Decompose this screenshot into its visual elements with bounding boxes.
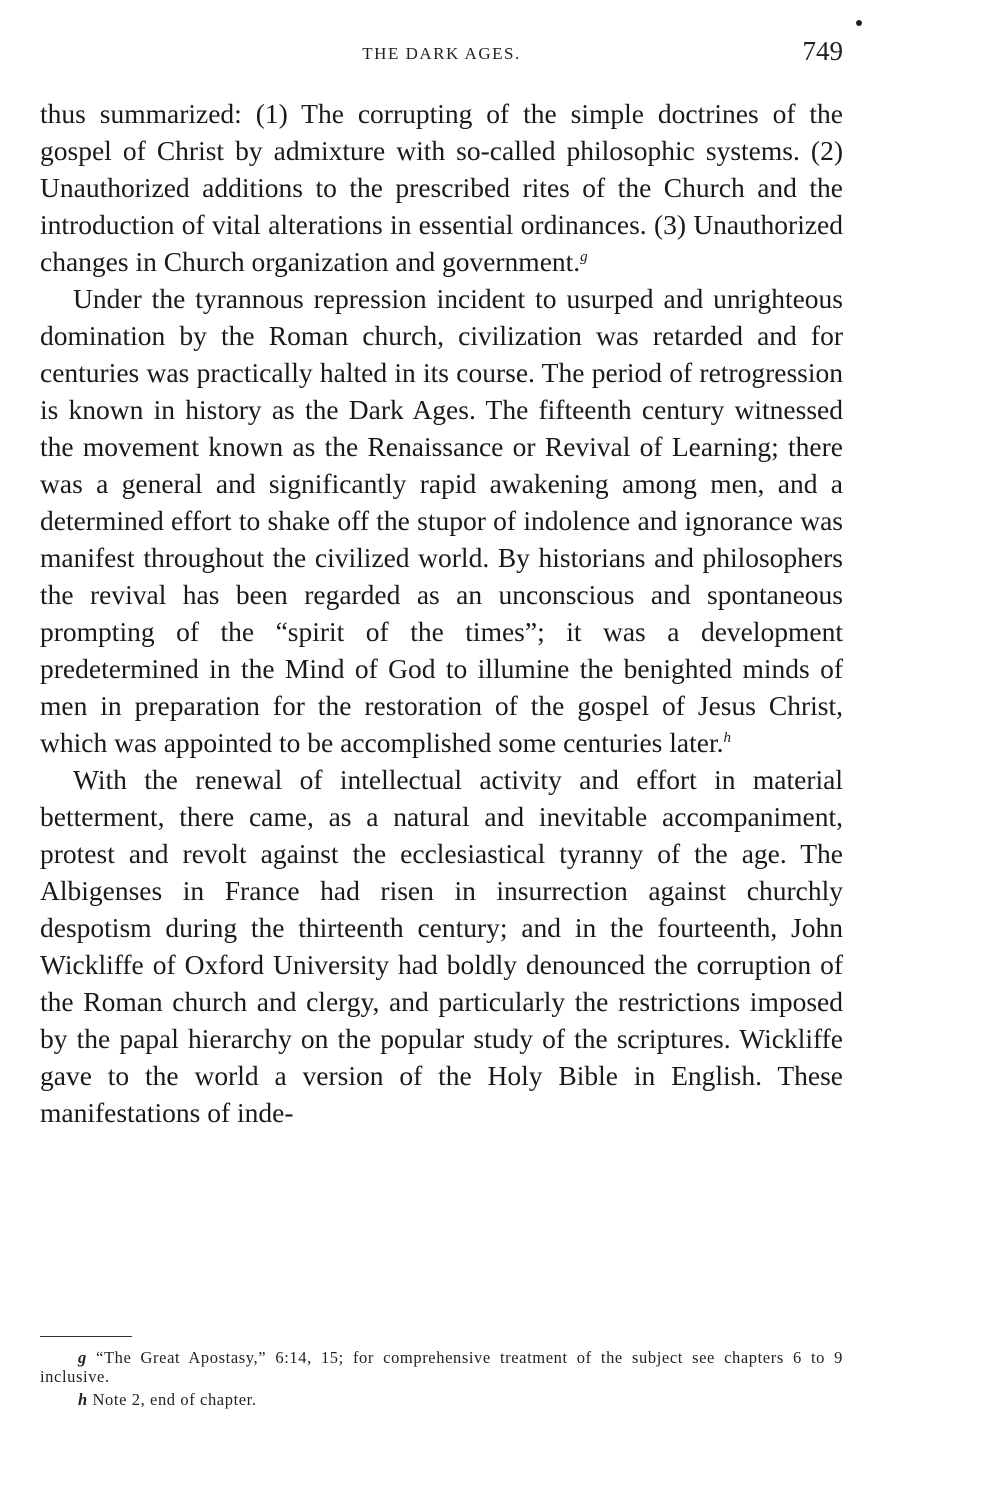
footnote-g-letter: g [78,1348,87,1367]
running-head [40,36,843,70]
footnote-ref-g[interactable]: g [580,249,588,265]
footnote-g-text: “The Great Apostasy,” 6:14, 15; for comprehensive treatment of the subject see chapters 6 to 9 inclusive. [40,1348,844,1386]
paragraph-2 [40,280,843,761]
footnote-h-letter: h [78,1390,88,1409]
footnote-ref-h[interactable]: h [723,730,731,746]
paragraph-1 [40,95,843,280]
paragraph-1-text: thus summarized: (1) The corrupting of the simple doctrines of the gospel of Christ by admixture with so-called philosophic systems. (2) Unauthorized additions to the prescribed rites of the Church and the introduction of vital alterations in essential ordinances. (3) Unauthorized changes in Church organization and government. [40,98,843,277]
body-text [40,95,843,1131]
paragraph-2-text: Under the tyrannous repression incident to usurped and unrighteous domination by the Roman church, civilization was retarded and for centuries was practically halted in its course. The period of retrogression is known in history as the Dark Ages. The fifteenth century witnessed the movement known as the Renaissance or Revival of Learning; there was a general and significantly rapid awakening among men, and a determined effort to shake off the stupor of indolence and ignorance was manifest throughout the civilized world. By historians and philosophers the revival has been regarded as an unconscious and spontaneous prompting of the “spirit of the times”; it was a development predetermined in the Mind of God to illumine the benighted minds of men in preparation for the restoration of the gospel of Jesus Christ, which was appointed to be accomplished some centuries later. [40,283,843,758]
paragraph-3-text: With the renewal of intellectual activity and effort in material betterment, there came, as a natural and inevitable accompaniment, protest and revolt against the ecclesiastical tyranny of the age. The Albigenses in France had risen in insurrection against churchly despotism during the thirteenth century; and in the fourteenth, John Wickliffe of Oxford University had boldly denounced the corruption of the Roman church and clergy, and particularly the restrictions imposed by the papal hierarchy on the popular study of the scriptures. Wickliffe gave to the world a version of the Holy Bible in English. These manifestations of inde- [40,764,843,1128]
paragraph-3 [40,761,843,1131]
footnote-g [40,1348,843,1386]
footnote-h [40,1390,843,1409]
footnote-h-text: Note 2, end of chapter. [92,1390,257,1409]
printer-dot-mark [856,20,862,26]
page-number: 749 [802,36,843,66]
running-title: THE DARK AGES. [362,44,521,63]
footnote-divider [40,1336,132,1337]
footnotes [40,1348,843,1409]
book-page [40,0,843,1498]
